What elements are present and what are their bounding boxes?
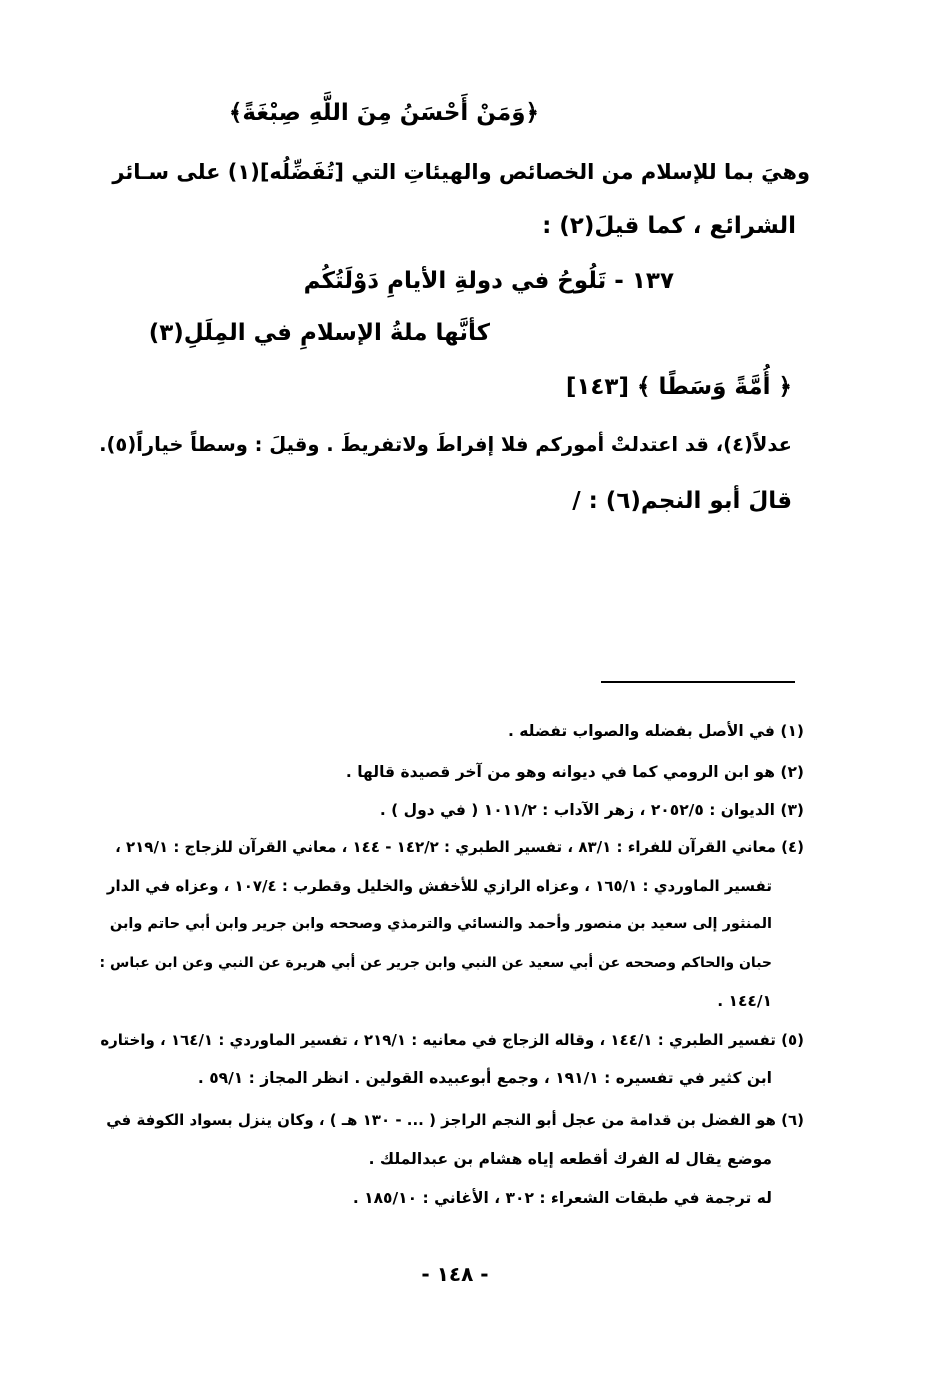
footnote-6-line-1: (٦) هو الفضل بن قدامة من عجل أبو النجم الراجز ( ... - ١٣٠ هـ ) ، وكان ينزل بسواد الكوفة في xyxy=(106,1111,804,1129)
footnote-6-line-2: موضع يقال له الفرك أقطعه إياه هشام بن عبدالملك . xyxy=(368,1150,772,1168)
verse-line-1: ١٣٧ - تَلُوحُ في دولةِ الأيامِ دَوْلَتُكُم xyxy=(303,268,674,294)
verse-line-2: كأنَّها ملةُ الإسلامِ في المِلَلِ(٣) xyxy=(148,320,490,346)
footnote-6-line-3: له ترجمة في طبقات الشعراء : ٣٠٢ ، الأغاني : ١٨٥/١٠ . xyxy=(352,1189,772,1207)
footnote-5-line-2: ابن كثير في تفسيره : ١٩١/١ ، وجمع أبوعبيده القولين . انظر المجاز : ٥٩/١ . xyxy=(197,1069,772,1087)
footnote-3: (٣) الديوان : ٢٠٥٢/٥ ، زهر الآداب : ١٠١١/٢ ( في دول ) . xyxy=(379,801,804,819)
footnote-5-line-1: (٥) تفسير الطبري : ١٤٤/١ ، وقاله الزجاج في معانيه : ٢١٩/١ ، تفسير الماوردي : ١٦٤/١ ، واختاره xyxy=(100,1031,804,1049)
page-number: - ١٤٨ - xyxy=(421,1262,489,1286)
paragraph-1-line-2: الشرائع ، كما قيلَ(٢) : xyxy=(542,213,796,239)
quran-quote-2: ﴿ أُمَّةً وَسَطًا ﴾ [١٤٣] xyxy=(565,374,792,400)
paragraph-2-line-2: قالَ أبو النجم(٦) : / xyxy=(572,488,792,514)
footnote-separator xyxy=(601,681,795,683)
footnote-4-line-3: المنثور إلى سعيد بن منصور وأحمد والنسائي والترمذي وصححه وابن جرير وابن أبي حاتم وابن xyxy=(109,916,772,932)
footnote-4-line-4: حبان والحاكم وصححه عن أبي سعيد عن النبي وابن جرير عن أبي هريرة عن النبي وعن ابن عباس : xyxy=(99,955,772,971)
footnote-2: (٢) هو ابن الرومي كما في ديوانه وهو من آخر قصيدة قالها . xyxy=(345,763,804,781)
footnote-4-line-2: تفسير الماوردي : ١٦٥/١ ، وعزاه الرازي للأخفش والخليل وقطرب : ١٠٧/٤ ، وعزاه في الدار xyxy=(106,877,772,895)
footnote-4-line-5: ١٤٤/١ . xyxy=(717,992,772,1010)
paragraph-2-line-1: عدلاً(٤)، قد اعتدلتْ أموركم فلا إفراطَ ولاتفريطَ . وقيلَ : وسطاً خياراً(٥). xyxy=(99,433,792,456)
footnote-1: (١) في الأصل بفضله والصواب تفضله . xyxy=(507,722,804,740)
paragraph-1-line-1: وهيَ بما للإسلام من الخصائص والهيئاتِ التي [تُفَضِّلُه](١) على سـائر xyxy=(112,160,810,184)
footnote-4-line-1: (٤) معاني القرآن للفراء : ٨٣/١ ، تفسير الطبري : ١٤٢/٢ - ١٤٤ ، معاني القرآن للزجاج : ٢١٩/١ ، xyxy=(115,838,804,856)
quran-quote-1: ﴿وَمَنْ أَحْسَنُ مِنَ اللَّهِ صِبْغَةً﴾ xyxy=(228,100,539,126)
